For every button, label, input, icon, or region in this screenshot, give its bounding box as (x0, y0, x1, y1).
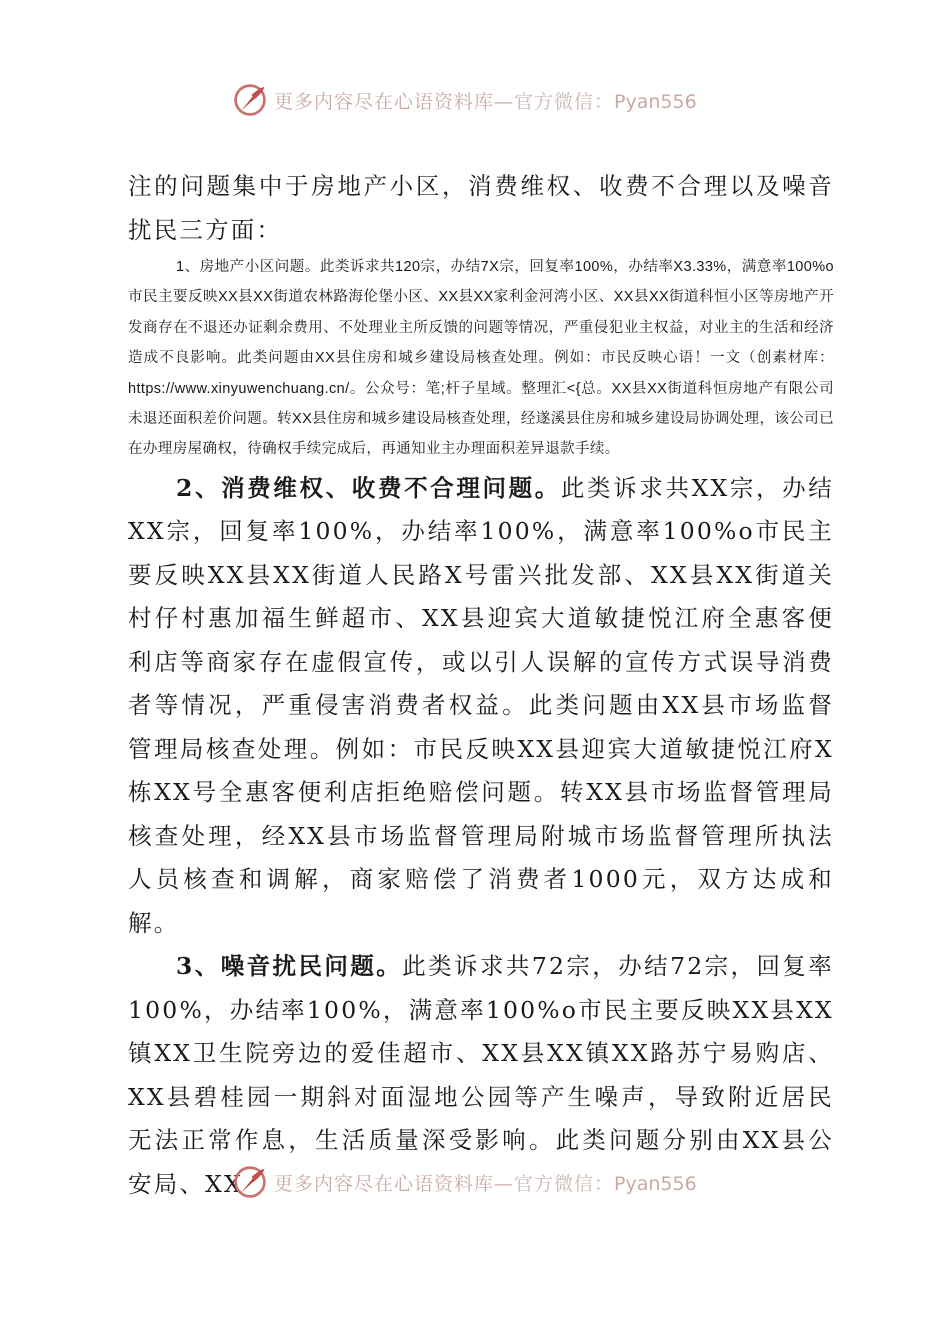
banner-text (274, 87, 697, 114)
banner-separator: — (494, 90, 515, 113)
quill-logo-icon (232, 1164, 268, 1200)
banner-text (274, 1169, 697, 1196)
noise-text: 此类诉求共72宗，办结72宗，回复率100%，办结率100%，满意率100%o市民主要反映XX县XX镇XX卫生院旁边的爱佳超市、XX县XX镇XX路苏宁易购店、XX县碧桂园一期斜对面湿地公园等产生噪声，导致附近居民无法正常作息，生活质量深受影响。此类问题分别由XX县公安局、XX (128, 952, 835, 1198)
banner-wechat-label: 官方微信： (514, 90, 615, 113)
paragraph-continuation: 注的问题集中于房地产小区，消费维权、收费不合理以及噪音扰民三方面： (128, 172, 834, 244)
heading-consumer-rights: 2、消费维权、收费不合理问题。 (176, 473, 561, 502)
quill-logo-icon (232, 82, 268, 118)
consumer-rights-text: 此类诉求共XX宗，办结XX宗，回复率100%，办结率100%，满意率100%o市民主要反映XX县XX街道人民路X号雷兴批发部、XX县XX街道关村仔村惠加福生鲜超市、XX县迎宾大道敏捷悦江府全惠客便利店等商家存在虚假宣传，或以引人误解的宣传方式误导消费者等情况，严重侵害消费者权益。此类问题由XX县市场监督管理局核查处理。例如：市民反映XX县迎宾大道敏捷悦江府X栋XX号全惠客便利店拒绝赔偿问题。转XX县市场监督管理局核查处理，经XX县市场监督管理局附城市场监督管理所执法人员核查和调解，商家赔偿了消费者1000元，双方达成和解。 (128, 473, 834, 937)
banner-wechat-id: Pyan556 (614, 90, 697, 113)
footer-watermark-banner (232, 1162, 752, 1202)
paragraph-real-estate: 1、房地产小区问题。此类诉求共120宗，办结7X宗，回复率100%，办结率X3.33%，满意率100%o市民主要反映XX县XX街道农林路海伦堡小区、XX县XX家利金河湾小区、XX县XX街道科恒小区等房地产开发商存在不退还办证剩余费用、不处理业主所反馈的问题等情况，严重侵犯业主权益，对业主的生活和经济造成不良影响。此类问题由XX县住房和城乡建设局核查处理。例如：市民反映心语！一文（创素材库：https://www.xinyuwenchuang.cn/。公众号：笔;杆子星域。整理汇<{总。XX县XX街道科恒房地产有限公司未退还面积差价问题。转XX县住房和城乡建设局核查处理，经遂溪县住房和城乡建设局协调处理，该公司已在办理房屋确权，待确权手续完成后，再通知业主办理面积差异退款手续。 (128, 259, 834, 458)
paragraph-consumer-rights (128, 467, 834, 946)
banner-main-text: 更多内容尽在心语资料库 (274, 1172, 495, 1195)
banner-wechat-label: 官方微信： (514, 1172, 615, 1195)
banner-main-text: 更多内容尽在心语资料库 (274, 90, 495, 113)
document-body (128, 165, 834, 1206)
banner-separator: — (494, 1172, 515, 1195)
banner-wechat-id: Pyan556 (614, 1172, 697, 1195)
heading-noise: 3、噪音扰民问题。 (176, 952, 403, 981)
header-watermark-banner (232, 80, 752, 120)
